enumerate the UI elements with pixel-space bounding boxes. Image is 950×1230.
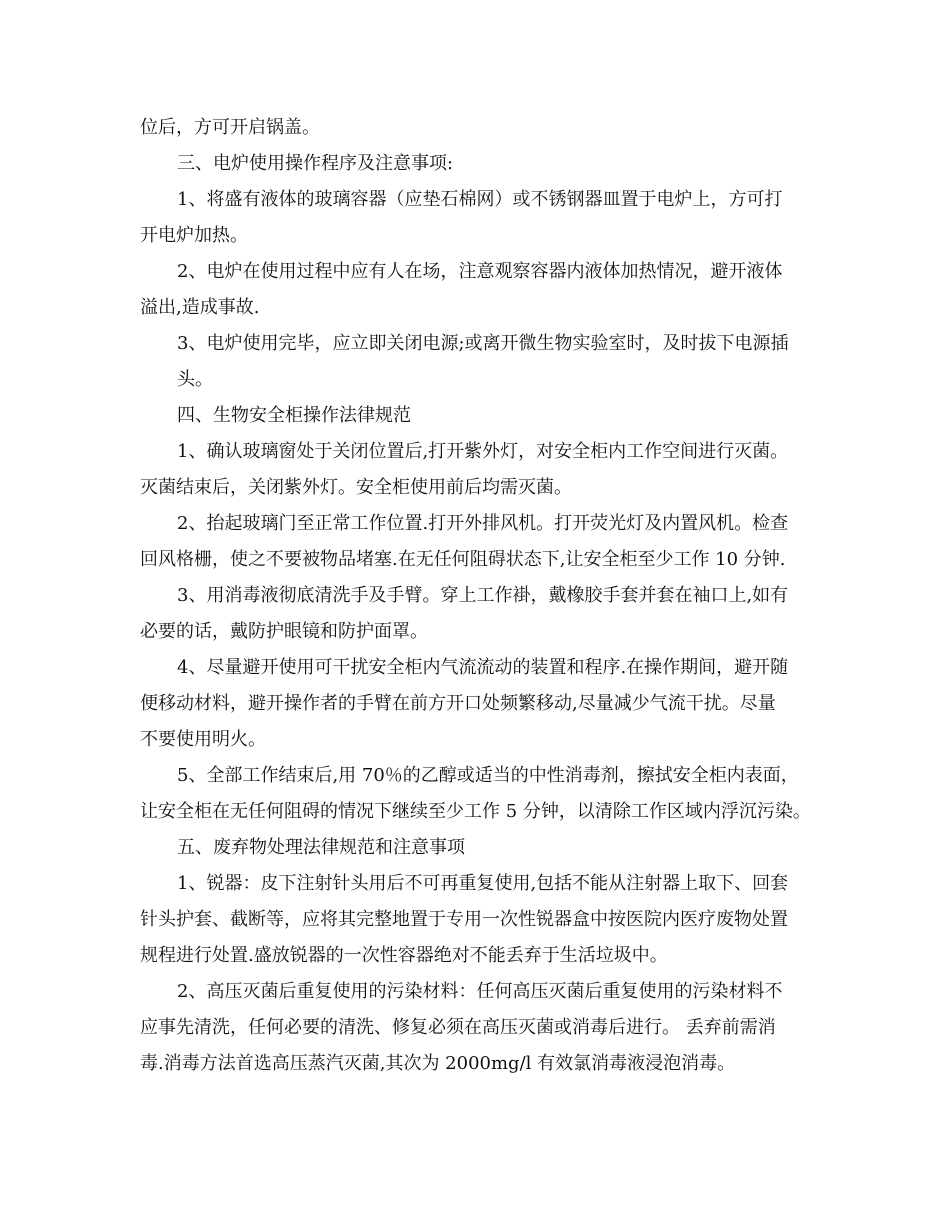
text-line: 4、尽量避开使用可干扰安全柜内气流流动的装置和程序.在操作期间，避开随 [177,657,789,678]
text-line: 便移动材料，避开操作者的手臂在前方开口处频繁移动,尽量减少气流干扰。尽量 [140,693,776,714]
text-line: 1、确认玻璃窗处于关闭位置后,打开紫外灯，对安全柜内工作空间进行灭菌。 [177,441,789,462]
text-line: 3、用消毒液彻底清洗手及手臂。穿上工作褂，戴橡胶手套并套在袖口上,如有 [177,585,789,606]
text-line: 毒.消毒方法首选高压蒸汽灭菌,其次为 2000mg/l 有效氯消毒液浸泡消毒。 [140,1053,736,1074]
text-line: 2、抬起玻璃门至正常工作位置.打开外排风机。打开荧光灯及内置风机。检查 [177,513,789,534]
text-line: 2、电炉在使用过程中应有人在场，注意观察容器内液体加热情况，避开液体 [177,261,783,282]
text-line: 必要的话，戴防护眼镜和防护面罩。 [140,621,428,642]
text-line: 1、将盛有液体的玻璃容器（应垫石棉网）或不锈钢器皿置于电炉上，方可打 [177,189,783,210]
text-line: 1、锐器：皮下注射针头用后不可再重复使用,包括不能从注射器上取下、回套 [177,873,789,894]
text-line: 头。 [177,369,213,390]
text-line: 应事先清洗，任何必要的清洗、修复必须在高压灭菌或消毒后进行。 丢弃前需消 [140,1017,776,1038]
section-heading: 四、生物安全柜操作法律规范 [177,405,411,426]
text-line: 3、电炉使用完毕，应立即关闭电源;或离开微生物实验室时，及时拔下电源插 [177,333,789,354]
section-heading: 五、废弃物处理法律规范和注意事项 [177,837,465,858]
section-heading: 三、电炉使用操作程序及注意事项: [177,153,454,174]
text-line: 不要使用明火。 [140,729,266,750]
text-line: 溢出,造成事故. [140,297,260,318]
text-line: 2、高压灭菌后重复使用的污染材料：任何高压灭菌后重复使用的污染材料不 [177,981,783,1002]
text-line: 规程进行处置.盛放锐器的一次性容器绝对不能丢弃于生活垃圾中。 [140,945,668,966]
text-line: 位后，方可开启锅盖。 [140,117,320,138]
text-line: 回风格栅，使之不要被物品堵塞.在无任何阻碍状态下,让安全柜至少工作 10 分钟. [140,549,786,570]
text-line: 针头护套、截断等，应将其完整地置于专用一次性锐器盒中按医院内医疗废物处置 [140,909,788,930]
text-line: 5、全部工作结束后,用 70％的乙醇或适当的中性消毒剂，擦拭安全柜内表面， [177,765,799,786]
text-line: 让安全柜在无任何阻碍的情况下继续至少工作 5 分钟，以清除工作区域内浮沉污染。 [140,801,811,822]
text-line: 开电炉加热。 [140,225,248,246]
text-line: 灭菌结束后，关闭紫外灯。安全柜使用前后均需灭菌。 [140,477,572,498]
